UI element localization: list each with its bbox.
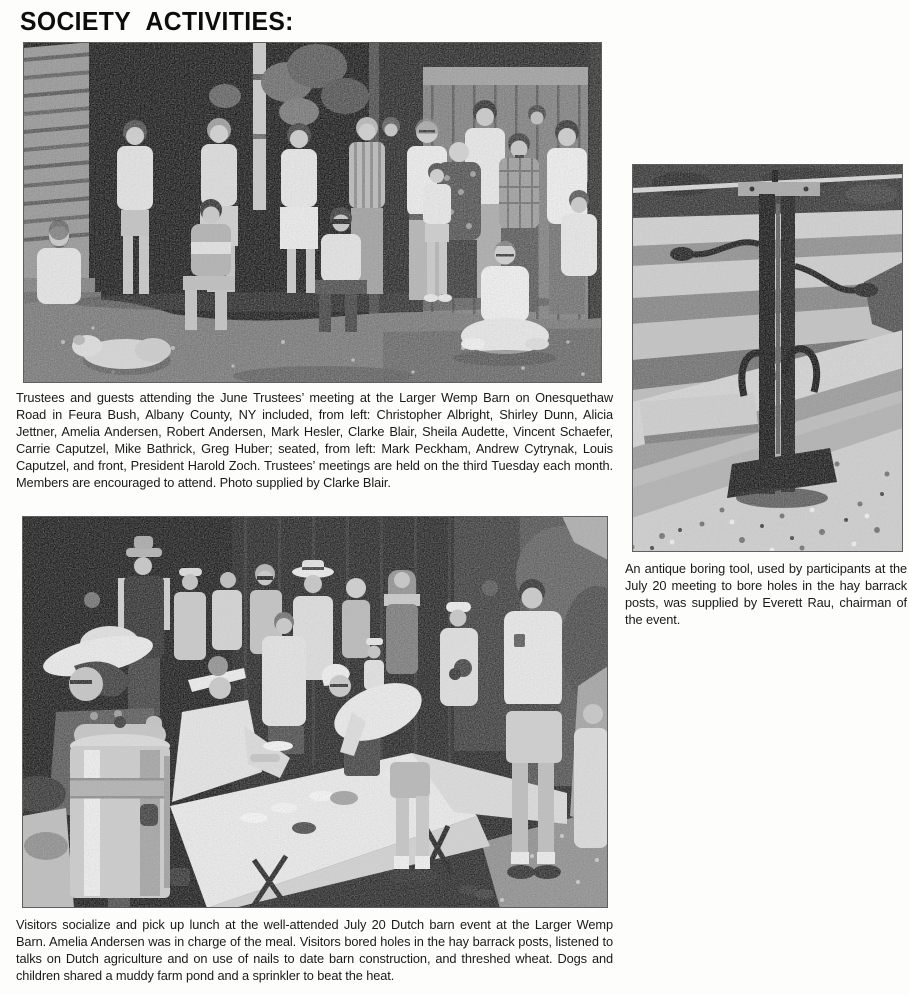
caption-trustees-meeting: Trustees and guests attending the June Trustees’ meeting at the Larger Wemp Barn on Onesquethaw Road in Feura Bush, Albany County, NY included, from left: Christopher Albright, Shirley Dunn, Alicia Jettner, Amelia Andersen, Robert Andersen, Mark Hesler, Clarke Blair, Sheila Audette, Vincent Schaefer, Carrie Caputzel, Mike Bathrick, Greg Huber; seated, from left: Mark Peckham, Andrew Cytrynak, Louis Caputzel, and front, President Harold Zoch. Trustees’ meetings are held on the third Tuesday each month. Members are encouraged to attend. Photo supplied by Clarke Blair. <box>16 390 613 490</box>
page-title: SOCIETY ACTIVITIES: <box>20 6 294 36</box>
trustees-photo-canvas <box>23 42 602 383</box>
photo-lunch-event <box>22 516 608 908</box>
caption-boring-tool: An antique boring tool, used by participants at the July 20 meeting to bore holes in the hay barrack posts, was supplied by Everett Rau, chairman of the event. <box>625 561 907 627</box>
caption-lunch-event: Visitors socialize and pick up lunch at the well-attended July 20 Dutch barn event at the Larger Wemp Barn. Amelia Andersen was in charge of the meal. Visitors bored holes in the hay barrack posts, listened to talks on Dutch agriculture and on use of nails to date barn construction, and threshed wheat. Dogs and children shared a muddy farm pond and a sprinkler to beat the heat. <box>16 917 613 983</box>
photo-trustees-meeting <box>23 42 602 383</box>
photo-boring-tool <box>632 164 903 552</box>
boring-tool-photo-canvas <box>632 164 903 552</box>
lunch-photo-canvas <box>22 516 608 908</box>
